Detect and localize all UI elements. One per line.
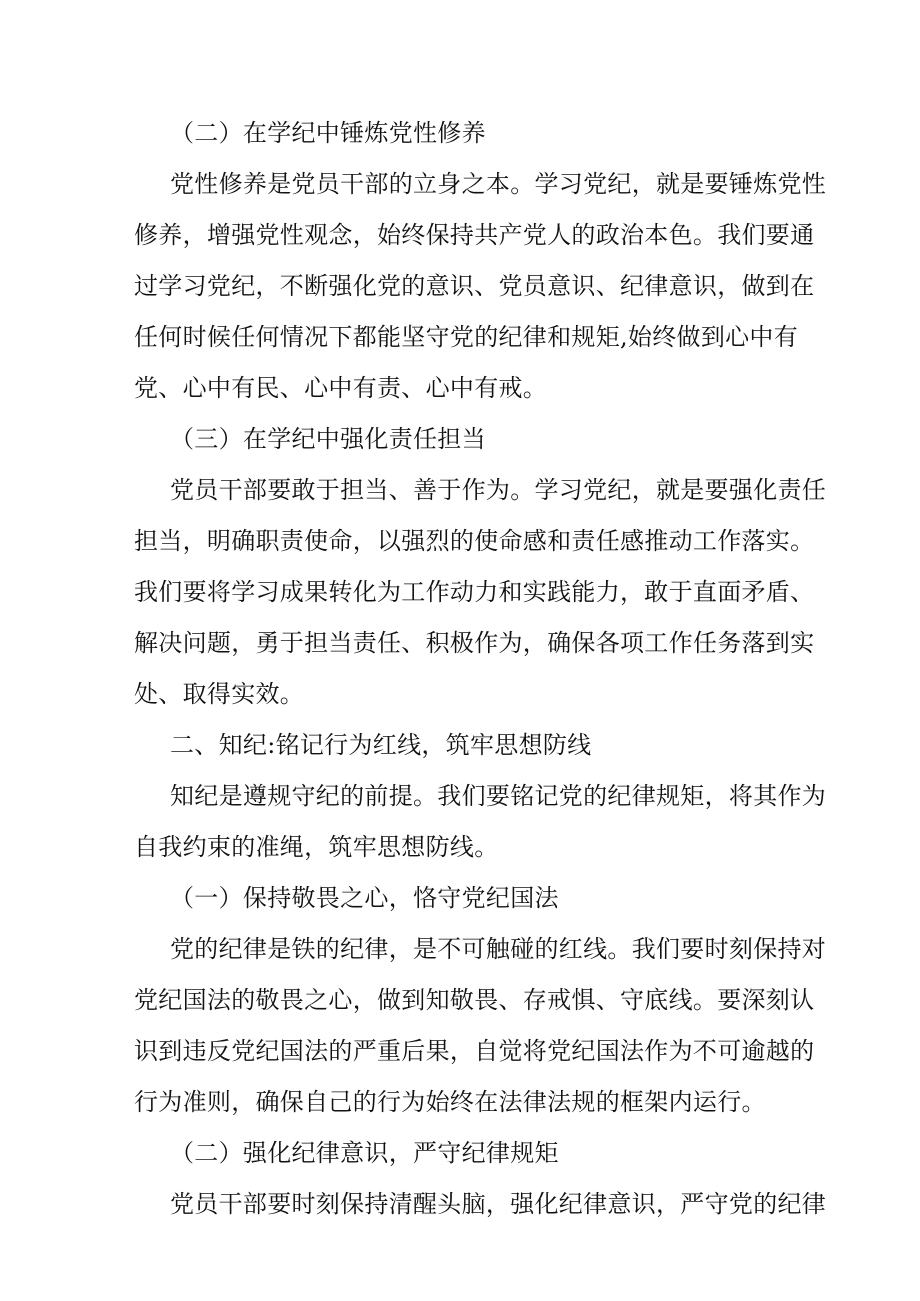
paragraph-line: 过学习党纪，不断强化党的意识、党员意识、纪律意识，做到在 <box>134 272 815 300</box>
section-heading: （一）保持敬畏之心，恪守党纪国法 <box>170 884 559 912</box>
paragraph-line: 知纪是遵规守纪的前提。我们要铭记党的纪律规矩，将其作为 <box>170 782 827 810</box>
paragraph-line: 任何时候任何情况下都能坚守党的纪律和规矩,始终做到心中有 <box>134 323 799 351</box>
paragraph-line: 修养，增强党性观念，始终保持共产党人的政治本色。我们要通 <box>134 221 815 249</box>
paragraph-line: 解决问题，勇于担当责任、积极作为，确保各项工作任务落到实 <box>134 629 815 657</box>
section-heading: （二）在学纪中锤炼党性修养 <box>170 119 486 147</box>
paragraph-line: 党员干部要时刻保持清醒头脑，强化纪律意识，严守党的纪律 <box>170 1190 827 1218</box>
section-heading: （三）在学纪中强化责任担当 <box>170 425 486 453</box>
document-body <box>134 108 827 1230</box>
paragraph-line: 自我约束的准绳，筑牢思想防线。 <box>134 833 499 861</box>
paragraph-line: 处、取得实效。 <box>134 680 305 708</box>
section-heading: （二）强化纪律意识，严守纪律规矩 <box>170 1139 559 1167</box>
paragraph-line: 识到违反党纪国法的严重后果，自觉将党纪国法作为不可逾越的 <box>134 1037 815 1065</box>
paragraph-line: 我们要将学习成果转化为工作动力和实践能力，敢于直面矛盾、 <box>134 578 815 606</box>
chapter-heading: 二、知纪:铭记行为红线，筑牢思想防线 <box>170 731 592 759</box>
paragraph-line: 党员干部要敢于担当、善于作为。学习党纪，就是要强化责任 <box>170 476 827 504</box>
paragraph-line: 行为准则，确保自己的行为始终在法律法规的框架内运行。 <box>134 1088 766 1116</box>
paragraph-line: 党性修养是党员干部的立身之本。学习党纪，就是要锤炼党性 <box>170 170 827 198</box>
paragraph-line: 党、心中有民、心中有责、心中有戒。 <box>134 374 548 402</box>
paragraph-line: 党纪国法的敬畏之心，做到知敬畏、存戒惧、守底线。要深刻认 <box>134 986 815 1014</box>
paragraph-line: 党的纪律是铁的纪律，是不可触碰的红线。我们要时刻保持对 <box>170 935 827 963</box>
paragraph-line: 担当，明确职责使命，以强烈的使命感和责任感推动工作落实。 <box>134 527 815 555</box>
